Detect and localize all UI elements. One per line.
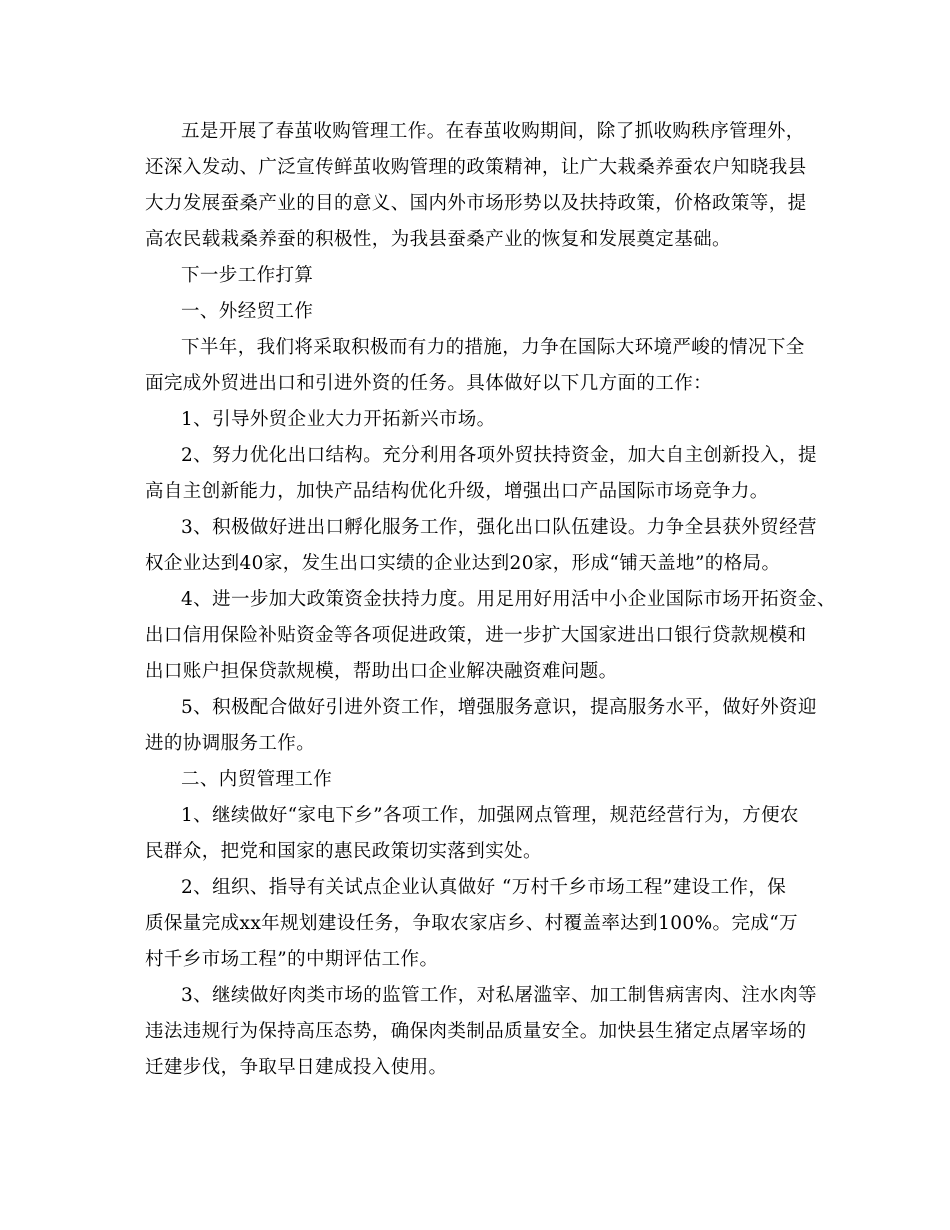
list-item: 2、努力优化出口结构。充分利用各项外贸扶持资金，加大自主创新投入，提 bbox=[181, 445, 817, 466]
section-heading: 二、内贸管理工作 bbox=[181, 769, 333, 790]
paragraph-line: 权企业达到40家，发生出口实绩的企业达到20家，形成“铺天盖地”的格局。 bbox=[145, 553, 781, 574]
list-item: 2、组织、指导有关试点企业认真做好 “万村千乡市场工程”建设工作，保 bbox=[181, 877, 787, 898]
paragraph-line: 面完成外贸进出口和引进外资的任务。具体做好以下几方面的工作： bbox=[145, 373, 713, 394]
list-item: 5、积极配合做好引进外资工作，增强服务意识，提高服务水平，做好外资迎 bbox=[181, 697, 817, 718]
paragraph-line: 质保量完成xx年规划建设任务，争取农家店乡、村覆盖率达到100%。完成“万 bbox=[145, 913, 799, 934]
list-item: 1、引导外贸企业大力开拓新兴市场。 bbox=[181, 409, 496, 430]
paragraph-line: 进的协调服务工作。 bbox=[145, 733, 316, 754]
paragraph-line: 民群众，把党和国家的惠民政策切实落到实处。 bbox=[145, 841, 542, 862]
list-item: 3、积极做好进出口孵化服务工作，强化出口队伍建设。力争全县获外贸经营 bbox=[181, 517, 817, 538]
paragraph-line: 大力发展蚕桑产业的目的意义、国内外市场形势以及扶持政策，价格政策等，提 bbox=[145, 193, 807, 214]
section-heading: 一、外经贸工作 bbox=[181, 301, 314, 322]
paragraph-line: 出口账户担保贷款规模，帮助出口企业解决融资难问题。 bbox=[145, 661, 618, 682]
list-item: 1、继续做好“家电下乡”各项工作，加强网点管理，规范经营行为，方便农 bbox=[181, 805, 799, 826]
paragraph-line: 迁建步伐，争取早日建成投入使用。 bbox=[145, 1057, 448, 1078]
list-item: 3、继续做好肉类市场的监管工作，对私屠滥宰、加工制售病害肉、注水肉等 bbox=[181, 985, 817, 1006]
paragraph-line: 五是开展了春茧收购管理工作。在春茧收购期间，除了抓收购秩序管理外， bbox=[181, 121, 805, 142]
list-item: 4、进一步加大政策资金扶持力度。用足用好用活中小企业国际市场开拓资金、 bbox=[181, 589, 836, 610]
paragraph-line: 违法违规行为保持高压态势，确保肉类制品质量安全。加快县生猪定点屠宰场的 bbox=[145, 1021, 807, 1042]
paragraph-line: 出口信用保险补贴资金等各项促进政策，进一步扩大国家进出口银行贷款规模和 bbox=[145, 625, 807, 646]
paragraph-line: 高自主创新能力，加快产品结构优化升级，增强出口产品国际市场竞争力。 bbox=[145, 481, 769, 502]
paragraph-line: 高农民载栽桑养蚕的积极性，为我县蚕桑产业的恢复和发展奠定基础。 bbox=[145, 229, 731, 250]
paragraph-line: 还深入发动、广泛宣传鲜茧收购管理的政策精神，让广大栽桑养蚕农户知晓我县 bbox=[145, 157, 807, 178]
paragraph-line: 下半年，我们将采取积极而有力的措施，力争在国际大环境严峻的情况下全 bbox=[181, 337, 805, 358]
section-heading: 下一步工作打算 bbox=[181, 265, 314, 286]
paragraph-line: 村千乡市场工程”的中期评估工作。 bbox=[145, 949, 439, 970]
